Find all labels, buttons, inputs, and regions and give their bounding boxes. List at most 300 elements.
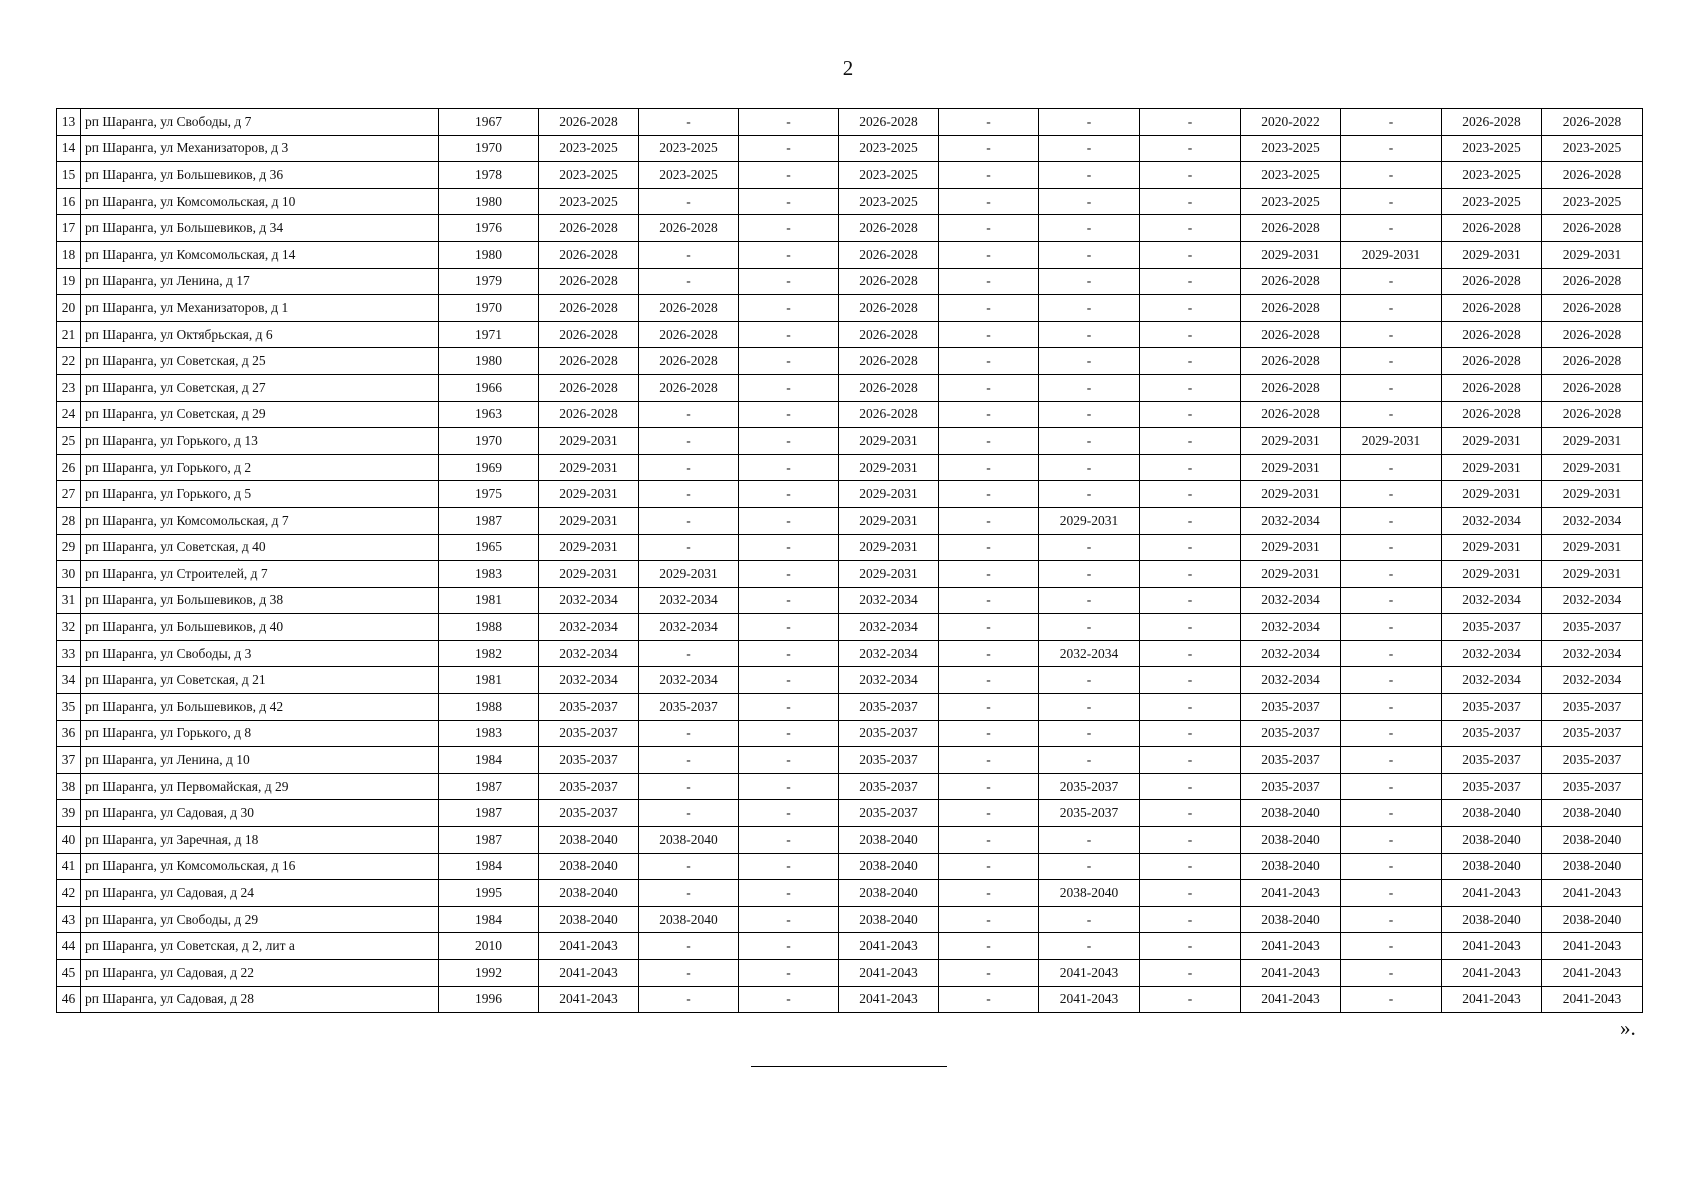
period-cell-8: 2026-2028 xyxy=(1241,268,1341,295)
period-cell-3: - xyxy=(739,747,839,774)
period-cell-8: 2026-2028 xyxy=(1241,215,1341,242)
period-cell-9: - xyxy=(1341,162,1442,189)
period-cell-10: 2026-2028 xyxy=(1442,321,1542,348)
period-cell-2: 2023-2025 xyxy=(639,135,739,162)
address-cell: рп Шаранга, ул Горького, д 5 xyxy=(81,481,439,508)
period-cell-1: 2026-2028 xyxy=(539,295,639,322)
year-cell: 1984 xyxy=(439,747,539,774)
address-cell: рп Шаранга, ул Горького, д 8 xyxy=(81,720,439,747)
period-cell-7: - xyxy=(1140,640,1241,667)
period-cell-1: 2029-2031 xyxy=(539,561,639,588)
table-row xyxy=(57,614,1643,641)
period-cell-7: - xyxy=(1140,720,1241,747)
row-number-cell: 25 xyxy=(57,428,81,455)
period-cell-7: - xyxy=(1140,667,1241,694)
period-cell-8: 2023-2025 xyxy=(1241,188,1341,215)
period-cell-1: 2026-2028 xyxy=(539,401,639,428)
period-cell-4: 2023-2025 xyxy=(839,188,939,215)
address-cell: рп Шаранга, ул Большевиков, д 36 xyxy=(81,162,439,189)
period-cell-5: - xyxy=(939,374,1039,401)
period-cell-11: 2032-2034 xyxy=(1542,507,1643,534)
period-cell-10: 2026-2028 xyxy=(1442,374,1542,401)
period-cell-8: 2041-2043 xyxy=(1241,986,1341,1013)
period-cell-3: - xyxy=(739,215,839,242)
year-cell: 1984 xyxy=(439,906,539,933)
period-cell-3: - xyxy=(739,800,839,827)
period-cell-4: 2032-2034 xyxy=(839,640,939,667)
period-cell-5: - xyxy=(939,507,1039,534)
period-cell-7: - xyxy=(1140,401,1241,428)
address-cell: рп Шаранга, ул Советская, д 21 xyxy=(81,667,439,694)
period-cell-1: 2038-2040 xyxy=(539,827,639,854)
row-number-cell: 40 xyxy=(57,827,81,854)
address-cell: рп Шаранга, ул Садовая, д 30 xyxy=(81,800,439,827)
period-cell-6: - xyxy=(1039,348,1140,375)
period-cell-5: - xyxy=(939,135,1039,162)
year-cell: 2010 xyxy=(439,933,539,960)
period-cell-11: 2038-2040 xyxy=(1542,906,1643,933)
period-cell-1: 2038-2040 xyxy=(539,906,639,933)
table-row xyxy=(57,880,1643,907)
year-cell: 1980 xyxy=(439,348,539,375)
year-cell: 1982 xyxy=(439,640,539,667)
table-row xyxy=(57,933,1643,960)
address-cell: рп Шаранга, ул Ленина, д 17 xyxy=(81,268,439,295)
period-cell-3: - xyxy=(739,135,839,162)
table-row xyxy=(57,773,1643,800)
period-cell-11: 2032-2034 xyxy=(1542,640,1643,667)
period-cell-10: 2041-2043 xyxy=(1442,960,1542,987)
period-cell-3: - xyxy=(739,109,839,136)
period-cell-11: 2038-2040 xyxy=(1542,827,1643,854)
row-number-cell: 15 xyxy=(57,162,81,189)
period-cell-7: - xyxy=(1140,906,1241,933)
table-row xyxy=(57,906,1643,933)
table-row xyxy=(57,241,1643,268)
period-cell-11: 2041-2043 xyxy=(1542,933,1643,960)
period-cell-1: 2038-2040 xyxy=(539,880,639,907)
period-cell-7: - xyxy=(1140,374,1241,401)
year-cell: 1988 xyxy=(439,614,539,641)
period-cell-3: - xyxy=(739,986,839,1013)
row-number-cell: 45 xyxy=(57,960,81,987)
period-cell-2: - xyxy=(639,640,739,667)
period-cell-1: 2029-2031 xyxy=(539,534,639,561)
period-cell-4: 2023-2025 xyxy=(839,162,939,189)
table-row xyxy=(57,135,1643,162)
row-number-cell: 13 xyxy=(57,109,81,136)
period-cell-6: - xyxy=(1039,906,1140,933)
period-cell-6: - xyxy=(1039,295,1140,322)
page-number: 2 xyxy=(842,56,854,80)
period-cell-8: 2023-2025 xyxy=(1241,162,1341,189)
period-cell-9: - xyxy=(1341,215,1442,242)
period-cell-5: - xyxy=(939,109,1039,136)
table-row xyxy=(57,109,1643,136)
table-row xyxy=(57,215,1643,242)
year-cell: 1971 xyxy=(439,321,539,348)
period-cell-1: 2026-2028 xyxy=(539,348,639,375)
period-cell-9: - xyxy=(1341,374,1442,401)
period-cell-8: 2026-2028 xyxy=(1241,295,1341,322)
period-cell-3: - xyxy=(739,587,839,614)
period-cell-11: 2035-2037 xyxy=(1542,747,1643,774)
period-cell-5: - xyxy=(939,986,1039,1013)
period-cell-2: 2026-2028 xyxy=(639,374,739,401)
period-cell-7: - xyxy=(1140,933,1241,960)
period-cell-11: 2023-2025 xyxy=(1542,135,1643,162)
period-cell-5: - xyxy=(939,188,1039,215)
period-cell-5: - xyxy=(939,853,1039,880)
period-cell-10: 2038-2040 xyxy=(1442,800,1542,827)
period-cell-10: 2041-2043 xyxy=(1442,880,1542,907)
year-cell: 1967 xyxy=(439,109,539,136)
year-cell: 1980 xyxy=(439,188,539,215)
period-cell-9: - xyxy=(1341,321,1442,348)
period-cell-1: 2032-2034 xyxy=(539,614,639,641)
period-cell-5: - xyxy=(939,241,1039,268)
table-row xyxy=(57,295,1643,322)
period-cell-5: - xyxy=(939,747,1039,774)
period-cell-11: 2023-2025 xyxy=(1542,188,1643,215)
year-cell: 1966 xyxy=(439,374,539,401)
period-cell-9: - xyxy=(1341,773,1442,800)
period-cell-6: - xyxy=(1039,481,1140,508)
period-cell-1: 2029-2031 xyxy=(539,507,639,534)
period-cell-6: - xyxy=(1039,667,1140,694)
period-cell-6: - xyxy=(1039,428,1140,455)
period-cell-10: 2026-2028 xyxy=(1442,109,1542,136)
period-cell-1: 2023-2025 xyxy=(539,188,639,215)
period-cell-10: 2023-2025 xyxy=(1442,162,1542,189)
period-cell-11: 2029-2031 xyxy=(1542,561,1643,588)
period-cell-5: - xyxy=(939,933,1039,960)
period-cell-9: - xyxy=(1341,720,1442,747)
period-cell-4: 2032-2034 xyxy=(839,667,939,694)
address-cell: рп Шаранга, ул Механизаторов, д 1 xyxy=(81,295,439,322)
period-cell-1: 2035-2037 xyxy=(539,694,639,721)
period-cell-1: 2026-2028 xyxy=(539,109,639,136)
period-cell-9: - xyxy=(1341,295,1442,322)
period-cell-9: - xyxy=(1341,640,1442,667)
period-cell-9: - xyxy=(1341,667,1442,694)
period-cell-10: 2029-2031 xyxy=(1442,481,1542,508)
period-cell-1: 2035-2037 xyxy=(539,747,639,774)
row-number-cell: 18 xyxy=(57,241,81,268)
period-cell-3: - xyxy=(739,561,839,588)
period-cell-11: 2029-2031 xyxy=(1542,241,1643,268)
row-number-cell: 43 xyxy=(57,906,81,933)
period-cell-1: 2029-2031 xyxy=(539,481,639,508)
address-cell: рп Шаранга, ул Садовая, д 28 xyxy=(81,986,439,1013)
period-cell-10: 2026-2028 xyxy=(1442,401,1542,428)
period-cell-11: 2026-2028 xyxy=(1542,215,1643,242)
period-cell-8: 2038-2040 xyxy=(1241,827,1341,854)
row-number-cell: 46 xyxy=(57,986,81,1013)
period-cell-4: 2029-2031 xyxy=(839,481,939,508)
period-cell-3: - xyxy=(739,481,839,508)
period-cell-11: 2035-2037 xyxy=(1542,614,1643,641)
period-cell-4: 2026-2028 xyxy=(839,109,939,136)
period-cell-2: - xyxy=(639,188,739,215)
period-cell-10: 2032-2034 xyxy=(1442,640,1542,667)
period-cell-3: - xyxy=(739,454,839,481)
period-cell-8: 2032-2034 xyxy=(1241,640,1341,667)
table-row xyxy=(57,587,1643,614)
period-cell-11: 2035-2037 xyxy=(1542,720,1643,747)
year-cell: 1987 xyxy=(439,827,539,854)
address-cell: рп Шаранга, ул Комсомольская, д 16 xyxy=(81,853,439,880)
year-cell: 1979 xyxy=(439,268,539,295)
address-cell: рп Шаранга, ул Советская, д 2, лит а xyxy=(81,933,439,960)
period-cell-3: - xyxy=(739,720,839,747)
period-cell-8: 2035-2037 xyxy=(1241,747,1341,774)
row-number-cell: 20 xyxy=(57,295,81,322)
period-cell-6: - xyxy=(1039,135,1140,162)
footer-divider xyxy=(751,1066,947,1067)
period-cell-3: - xyxy=(739,614,839,641)
closing-quote: ». xyxy=(1620,1016,1636,1040)
period-cell-3: - xyxy=(739,906,839,933)
period-cell-2: - xyxy=(639,241,739,268)
period-cell-2: 2026-2028 xyxy=(639,295,739,322)
period-cell-3: - xyxy=(739,853,839,880)
period-cell-8: 2041-2043 xyxy=(1241,960,1341,987)
period-cell-7: - xyxy=(1140,773,1241,800)
year-cell: 1981 xyxy=(439,587,539,614)
period-cell-7: - xyxy=(1140,241,1241,268)
period-cell-10: 2041-2043 xyxy=(1442,986,1542,1013)
period-cell-7: - xyxy=(1140,268,1241,295)
address-cell: рп Шаранга, ул Большевиков, д 38 xyxy=(81,587,439,614)
table-row xyxy=(57,986,1643,1013)
period-cell-9: 2029-2031 xyxy=(1341,241,1442,268)
year-cell: 1970 xyxy=(439,295,539,322)
period-cell-1: 2026-2028 xyxy=(539,241,639,268)
row-number-cell: 29 xyxy=(57,534,81,561)
row-number-cell: 39 xyxy=(57,800,81,827)
year-cell: 1965 xyxy=(439,534,539,561)
period-cell-3: - xyxy=(739,667,839,694)
period-cell-1: 2029-2031 xyxy=(539,428,639,455)
period-cell-5: - xyxy=(939,614,1039,641)
period-cell-7: - xyxy=(1140,188,1241,215)
period-cell-8: 2029-2031 xyxy=(1241,428,1341,455)
period-cell-11: 2026-2028 xyxy=(1542,401,1643,428)
period-cell-3: - xyxy=(739,694,839,721)
row-number-cell: 24 xyxy=(57,401,81,428)
period-cell-9: - xyxy=(1341,800,1442,827)
period-cell-11: 2032-2034 xyxy=(1542,587,1643,614)
row-number-cell: 23 xyxy=(57,374,81,401)
period-cell-4: 2038-2040 xyxy=(839,853,939,880)
period-cell-6: - xyxy=(1039,827,1140,854)
period-cell-9: - xyxy=(1341,747,1442,774)
period-cell-2: - xyxy=(639,880,739,907)
period-cell-5: - xyxy=(939,215,1039,242)
period-cell-2: 2032-2034 xyxy=(639,587,739,614)
period-cell-9: - xyxy=(1341,109,1442,136)
period-cell-4: 2026-2028 xyxy=(839,268,939,295)
period-cell-8: 2026-2028 xyxy=(1241,321,1341,348)
table-row xyxy=(57,454,1643,481)
period-cell-10: 2029-2031 xyxy=(1442,454,1542,481)
period-cell-8: 2029-2031 xyxy=(1241,534,1341,561)
period-cell-6: 2035-2037 xyxy=(1039,800,1140,827)
year-cell: 1983 xyxy=(439,720,539,747)
row-number-cell: 27 xyxy=(57,481,81,508)
period-cell-8: 2023-2025 xyxy=(1241,135,1341,162)
period-cell-8: 2026-2028 xyxy=(1241,374,1341,401)
period-cell-5: - xyxy=(939,773,1039,800)
table-row xyxy=(57,694,1643,721)
period-cell-10: 2035-2037 xyxy=(1442,614,1542,641)
period-cell-9: - xyxy=(1341,454,1442,481)
period-cell-5: - xyxy=(939,694,1039,721)
year-cell: 1988 xyxy=(439,694,539,721)
period-cell-1: 2023-2025 xyxy=(539,135,639,162)
period-cell-2: - xyxy=(639,933,739,960)
row-number-cell: 21 xyxy=(57,321,81,348)
period-cell-8: 2029-2031 xyxy=(1241,241,1341,268)
period-cell-8: 2032-2034 xyxy=(1241,614,1341,641)
period-cell-5: - xyxy=(939,906,1039,933)
period-cell-4: 2023-2025 xyxy=(839,135,939,162)
period-cell-10: 2032-2034 xyxy=(1442,667,1542,694)
period-cell-6: - xyxy=(1039,747,1140,774)
period-cell-7: - xyxy=(1140,507,1241,534)
row-number-cell: 36 xyxy=(57,720,81,747)
period-cell-2: - xyxy=(639,507,739,534)
period-cell-5: - xyxy=(939,561,1039,588)
table-row xyxy=(57,747,1643,774)
period-cell-1: 2026-2028 xyxy=(539,215,639,242)
table-row xyxy=(57,268,1643,295)
period-cell-1: 2038-2040 xyxy=(539,853,639,880)
period-cell-2: - xyxy=(639,268,739,295)
period-cell-11: 2026-2028 xyxy=(1542,348,1643,375)
period-cell-4: 2026-2028 xyxy=(839,374,939,401)
period-cell-2: - xyxy=(639,986,739,1013)
period-cell-9: - xyxy=(1341,880,1442,907)
period-cell-7: - xyxy=(1140,109,1241,136)
period-cell-10: 2032-2034 xyxy=(1442,507,1542,534)
period-cell-1: 2029-2031 xyxy=(539,454,639,481)
period-cell-1: 2041-2043 xyxy=(539,933,639,960)
period-cell-7: - xyxy=(1140,481,1241,508)
period-cell-6: 2041-2043 xyxy=(1039,986,1140,1013)
year-cell: 1984 xyxy=(439,853,539,880)
period-cell-4: 2026-2028 xyxy=(839,295,939,322)
period-cell-8: 2029-2031 xyxy=(1241,454,1341,481)
period-cell-6: - xyxy=(1039,454,1140,481)
period-cell-7: - xyxy=(1140,800,1241,827)
year-cell: 1996 xyxy=(439,986,539,1013)
period-cell-4: 2035-2037 xyxy=(839,800,939,827)
period-cell-7: - xyxy=(1140,986,1241,1013)
period-cell-9: - xyxy=(1341,401,1442,428)
table-row xyxy=(57,162,1643,189)
period-cell-6: - xyxy=(1039,162,1140,189)
address-cell: рп Шаранга, ул Комсомольская, д 7 xyxy=(81,507,439,534)
period-cell-6: - xyxy=(1039,241,1140,268)
row-number-cell: 22 xyxy=(57,348,81,375)
period-cell-3: - xyxy=(739,640,839,667)
address-cell: рп Шаранга, ул Механизаторов, д 3 xyxy=(81,135,439,162)
period-cell-8: 2026-2028 xyxy=(1241,401,1341,428)
period-cell-9: - xyxy=(1341,853,1442,880)
period-cell-2: 2038-2040 xyxy=(639,906,739,933)
period-cell-6: - xyxy=(1039,561,1140,588)
address-cell: рп Шаранга, ул Советская, д 25 xyxy=(81,348,439,375)
period-cell-9: - xyxy=(1341,986,1442,1013)
row-number-cell: 37 xyxy=(57,747,81,774)
period-cell-11: 2035-2037 xyxy=(1542,694,1643,721)
row-number-cell: 32 xyxy=(57,614,81,641)
period-cell-8: 2035-2037 xyxy=(1241,773,1341,800)
period-cell-2: - xyxy=(639,401,739,428)
period-cell-4: 2038-2040 xyxy=(839,827,939,854)
period-cell-3: - xyxy=(739,960,839,987)
period-cell-10: 2029-2031 xyxy=(1442,241,1542,268)
period-cell-4: 2032-2034 xyxy=(839,587,939,614)
period-cell-7: - xyxy=(1140,295,1241,322)
period-cell-4: 2035-2037 xyxy=(839,720,939,747)
period-cell-3: - xyxy=(739,880,839,907)
period-cell-9: - xyxy=(1341,507,1442,534)
table-row xyxy=(57,507,1643,534)
year-cell: 1995 xyxy=(439,880,539,907)
period-cell-10: 2038-2040 xyxy=(1442,906,1542,933)
period-cell-9: - xyxy=(1341,348,1442,375)
period-cell-11: 2026-2028 xyxy=(1542,295,1643,322)
year-cell: 1976 xyxy=(439,215,539,242)
period-cell-6: - xyxy=(1039,401,1140,428)
row-number-cell: 17 xyxy=(57,215,81,242)
address-cell: рп Шаранга, ул Строителей, д 7 xyxy=(81,561,439,588)
period-cell-5: - xyxy=(939,640,1039,667)
period-cell-3: - xyxy=(739,268,839,295)
period-cell-3: - xyxy=(739,507,839,534)
period-cell-11: 2029-2031 xyxy=(1542,534,1643,561)
period-cell-6: 2035-2037 xyxy=(1039,773,1140,800)
period-cell-11: 2041-2043 xyxy=(1542,960,1643,987)
period-cell-4: 2026-2028 xyxy=(839,348,939,375)
table-row xyxy=(57,428,1643,455)
period-cell-6: - xyxy=(1039,694,1140,721)
period-cell-6: - xyxy=(1039,321,1140,348)
period-cell-10: 2026-2028 xyxy=(1442,348,1542,375)
period-cell-2: 2029-2031 xyxy=(639,561,739,588)
period-cell-7: - xyxy=(1140,827,1241,854)
period-cell-3: - xyxy=(739,295,839,322)
period-cell-4: 2035-2037 xyxy=(839,747,939,774)
row-number-cell: 31 xyxy=(57,587,81,614)
year-cell: 1978 xyxy=(439,162,539,189)
period-cell-11: 2029-2031 xyxy=(1542,454,1643,481)
table-row xyxy=(57,481,1643,508)
period-cell-5: - xyxy=(939,667,1039,694)
period-cell-10: 2032-2034 xyxy=(1442,587,1542,614)
period-cell-5: - xyxy=(939,162,1039,189)
row-number-cell: 28 xyxy=(57,507,81,534)
row-number-cell: 42 xyxy=(57,880,81,907)
table-row xyxy=(57,561,1643,588)
period-cell-8: 2020-2022 xyxy=(1241,109,1341,136)
period-cell-1: 2026-2028 xyxy=(539,321,639,348)
period-cell-10: 2035-2037 xyxy=(1442,773,1542,800)
table-row xyxy=(57,188,1643,215)
